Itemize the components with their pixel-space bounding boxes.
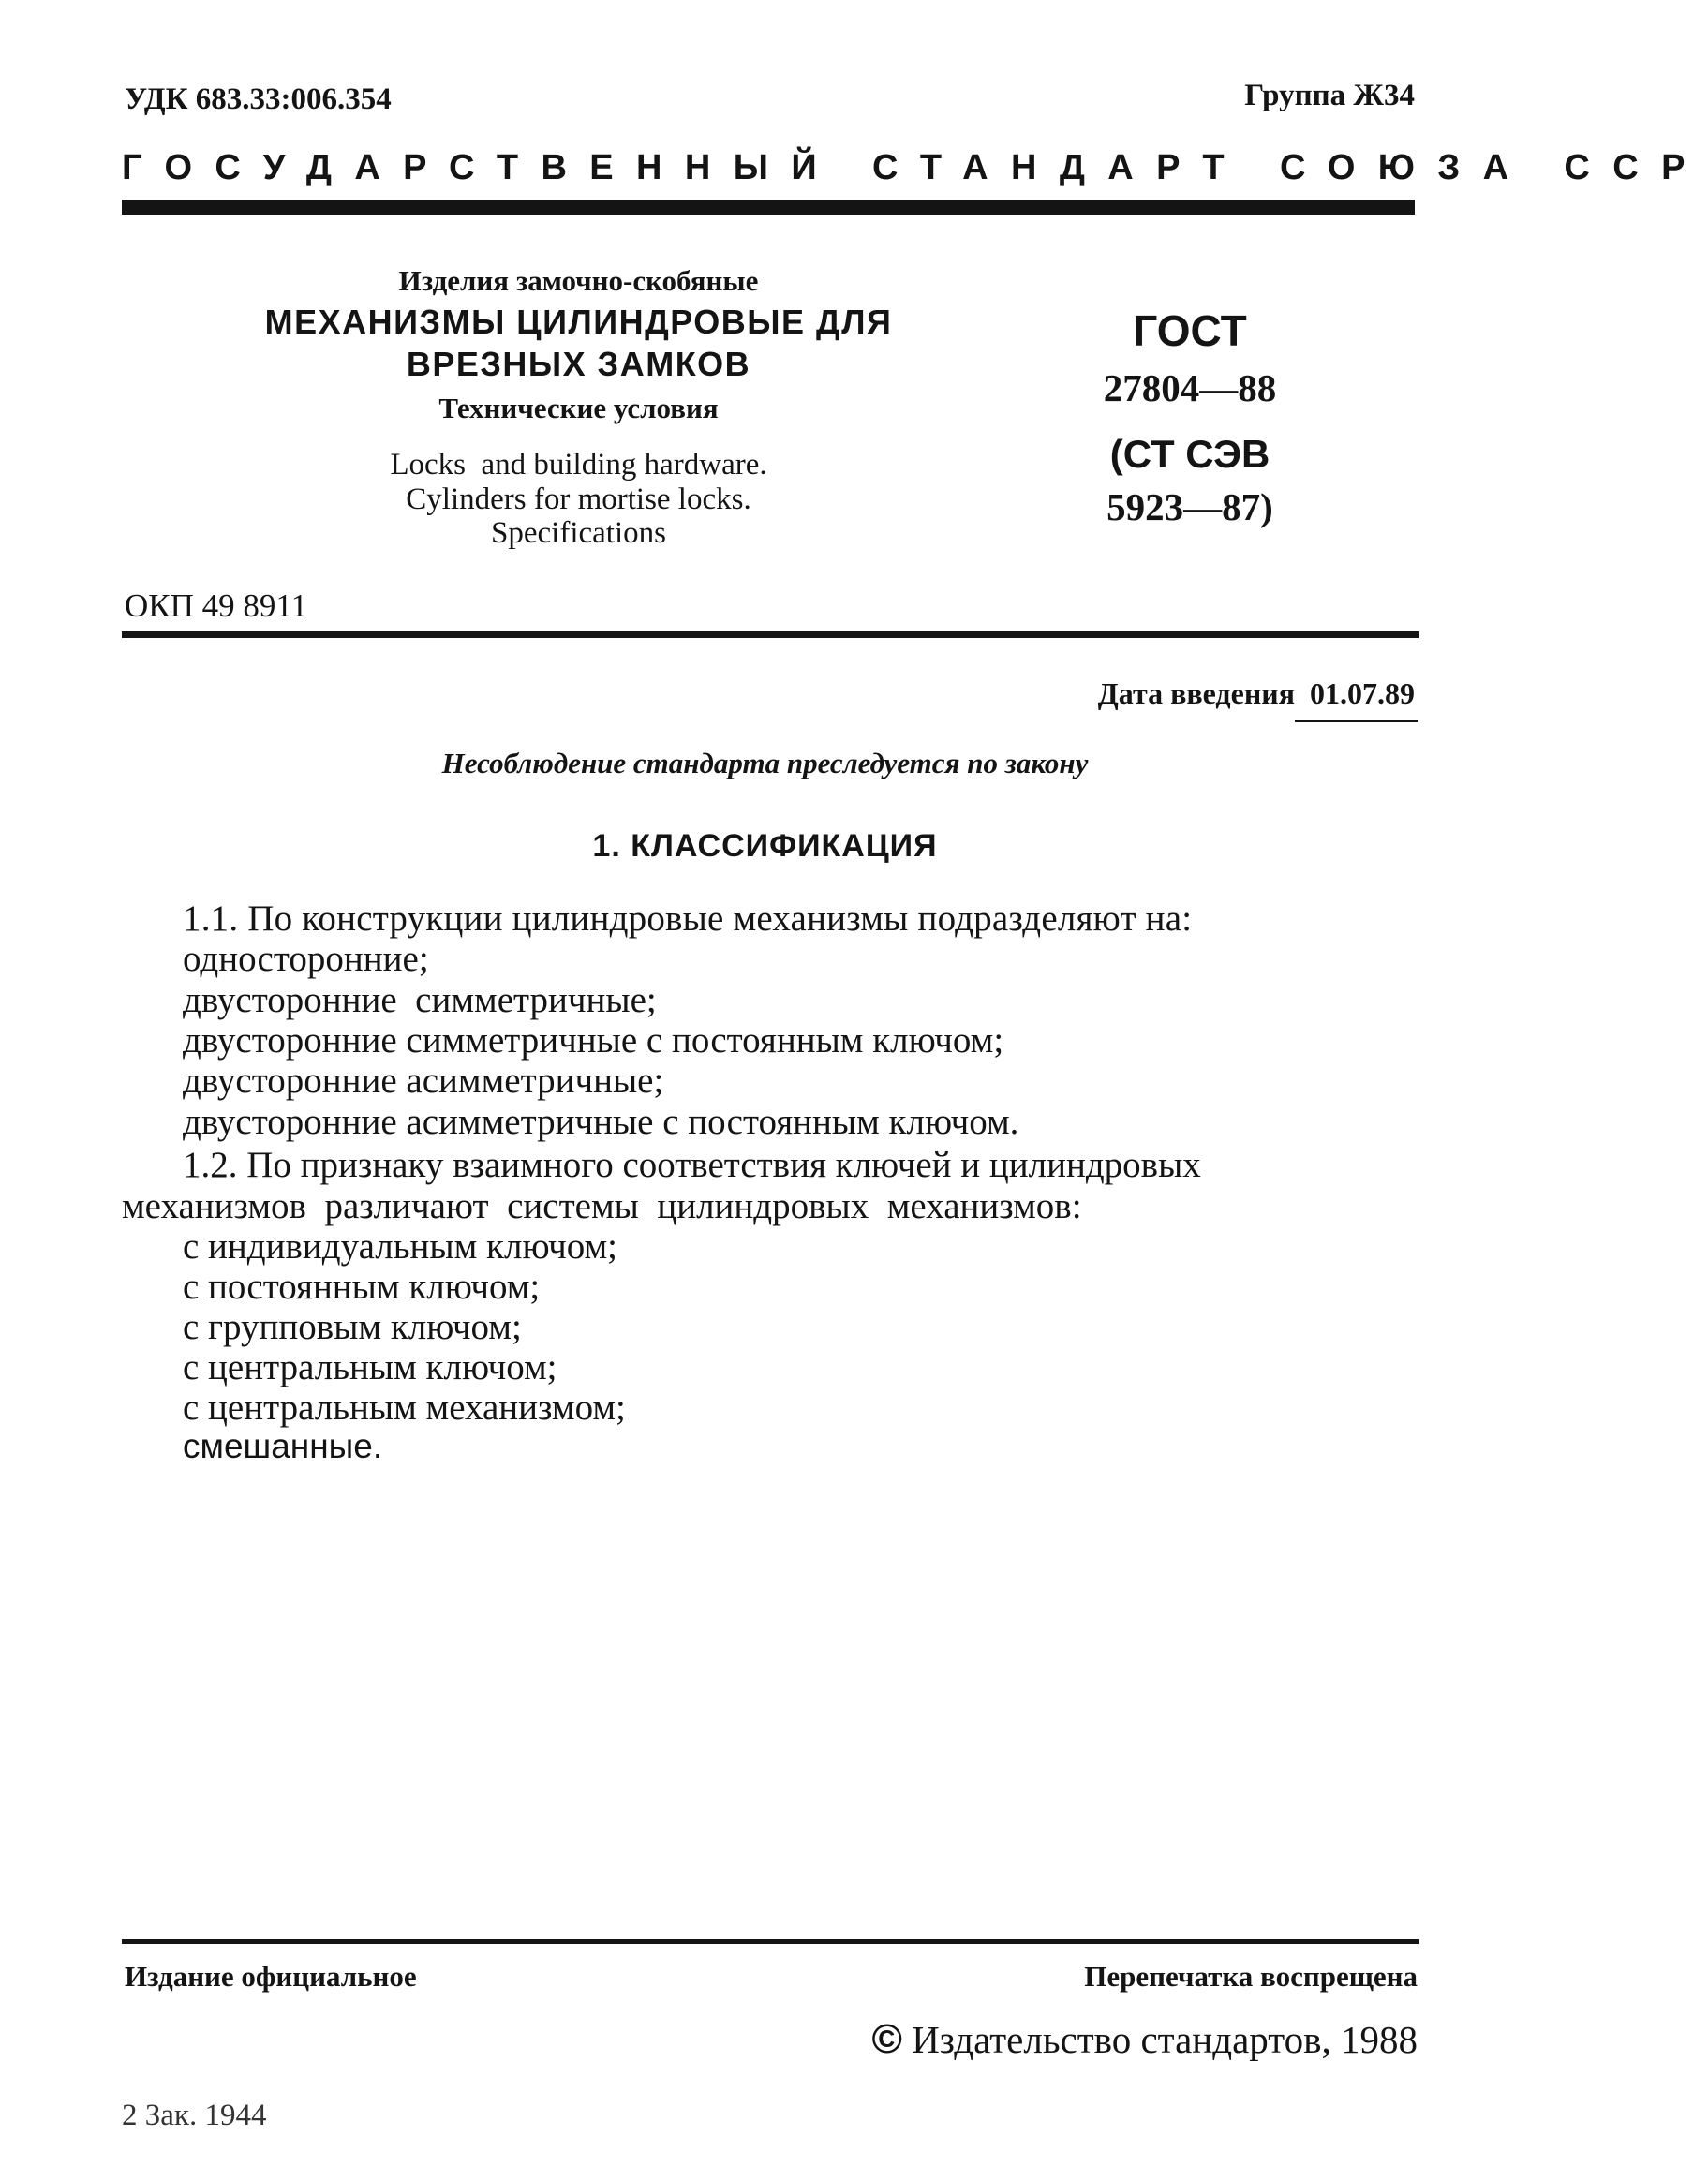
intro-date-value: 01.07.89 [1310, 676, 1415, 710]
list-item: двусторонние симметричные с постоянным ключом; [183, 1020, 1004, 1061]
title-rule [122, 631, 1419, 638]
intro-date-underline [1295, 720, 1418, 722]
st-sev-number: 5923—87) [1106, 485, 1273, 528]
standard-title-line1: МЕХАНИЗМЫ ЦИЛИНДРОВЫЕ ДЛЯ [264, 303, 893, 341]
list-item: смешанные. [183, 1427, 383, 1465]
copyright-icon: © [871, 2016, 902, 2062]
publisher-name: Издательство стандартов, 1988 [912, 2018, 1418, 2061]
standard-title-line2: ВРЕЗНЫХ ЗАМКОВ [406, 345, 751, 383]
okp-code: ОКП 49 8911 [125, 587, 308, 624]
header-rule [122, 200, 1415, 215]
group-code: Группа Ж34 [1244, 79, 1415, 112]
list-item: двусторонние асимметричные с постоянным ключом. [183, 1102, 1019, 1142]
order-number: 2 Зак. 1944 [122, 2099, 267, 2132]
paragraph-1-1: 1.1. По конструкции цилиндровые механизмы подразделяют на: [183, 898, 1193, 939]
publisher-copyright [872, 2016, 1418, 2063]
list-item: с центральным ключом; [183, 1347, 557, 1387]
footer-rule [122, 1939, 1419, 1944]
state-standard-title: ГОСУДАРСТВЕННЫЙ СТАНДАРТ СОЮЗА ССР [122, 148, 1708, 187]
english-title-line2: Cylinders for mortise locks. [406, 482, 751, 516]
english-title-line3: Specifications [491, 516, 666, 550]
intro-date-label: Дата введения [1097, 676, 1295, 710]
legal-notice: Несоблюдение стандарта преследуется по закону [441, 747, 1089, 779]
reprint-prohibited: Перепечатка воспрещена [1084, 1960, 1418, 1993]
english-title-line1: Locks and building hardware. [390, 448, 767, 482]
list-item: с центральным механизмом; [183, 1387, 626, 1428]
paragraph-1-2: 1.2. По признаку взаимного соответствия ключей и цилиндровых [183, 1145, 1201, 1185]
udk-code: УДК 683.33:006.354 [125, 82, 392, 116]
standard-subtitle: Технические условия [438, 392, 719, 424]
st-sev-label: (СТ СЭВ [1109, 432, 1270, 476]
list-item: односторонние; [183, 939, 429, 979]
intro-date [1098, 676, 1415, 711]
official-edition: Издание официальное [125, 1960, 417, 1993]
list-item: с постоянным ключом; [183, 1267, 541, 1307]
section-heading: 1. КЛАССИФИКАЦИЯ [592, 828, 938, 864]
paragraph-1-2-continued: механизмов различают системы цилиндровых механизмов: [122, 1186, 1082, 1226]
list-item: двусторонние симметричные; [183, 980, 657, 1020]
gost-number: 27804—88 [1103, 366, 1277, 409]
list-item: двусторонние асимметричные; [183, 1061, 664, 1101]
list-item: с групповым ключом; [183, 1307, 522, 1347]
gost-label: ГОСТ [1133, 306, 1247, 355]
list-item: с индивидуальным ключом; [183, 1226, 617, 1267]
product-category: Изделия замочно-скобяные [398, 264, 759, 297]
